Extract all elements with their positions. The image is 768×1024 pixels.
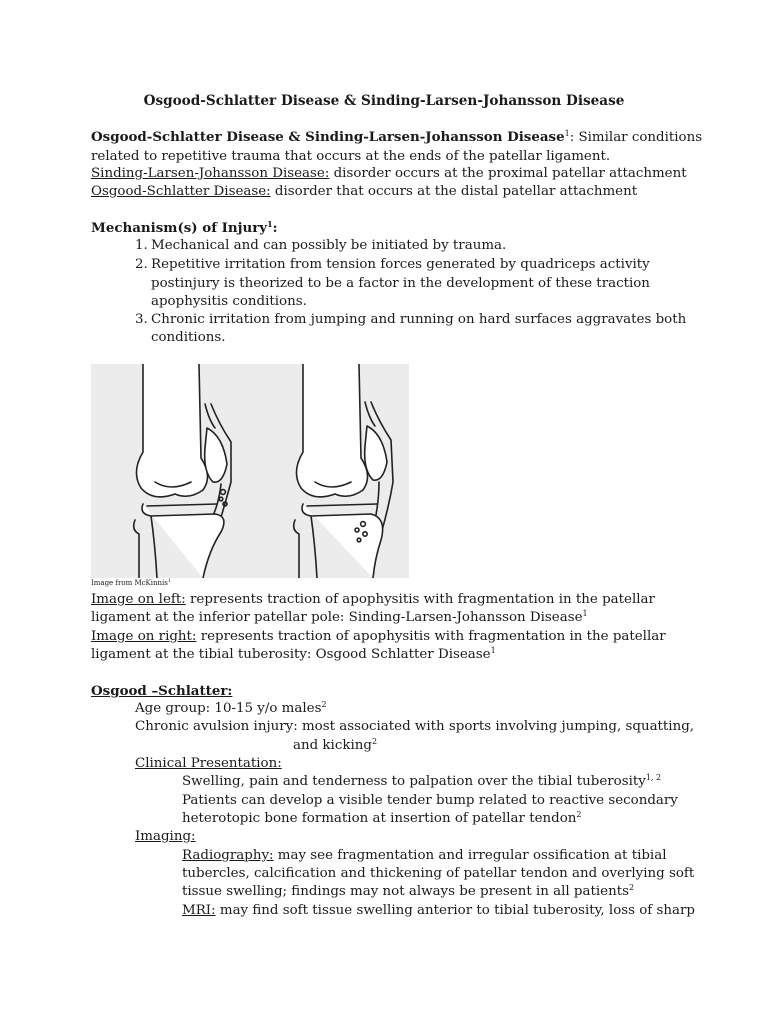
intro-line1-tail: : Similar conditions	[569, 130, 703, 145]
page-title: Osgood-Schlatter Disease & Sinding-Larsen-Johansson Disease	[143, 93, 625, 109]
osgood-heading: Osgood –Schlatter:	[91, 683, 233, 699]
knee-illustration-svg	[91, 364, 409, 578]
caption-left-line-1	[91, 592, 655, 607]
caption-right-label: Image on right:	[91, 629, 197, 644]
clinical-text-3: heterotopic bone formation at insertion of patellar tendon	[182, 811, 577, 826]
intro-heading-ref: 1	[564, 129, 570, 138]
figure-credit-text: Image from McKinnis	[91, 579, 168, 587]
mechanism-item-2-line-3: apophysitis conditions.	[151, 294, 307, 309]
radiography-text-3: tissue swelling; findings may not always be present in all patients	[182, 884, 629, 899]
intro-osd-definition	[91, 184, 637, 199]
osgood-age-text: Age group: 10-15 y/o males	[135, 701, 322, 716]
clinical-ref-1: 1, 2	[645, 773, 662, 782]
mechanism-item-3-num: 3.	[135, 312, 148, 327]
osgood-chronic-ref: 2	[371, 737, 378, 746]
intro-sljd-definition	[91, 166, 687, 181]
mechanism-heading-ref: 1	[267, 219, 273, 229]
mechanism-item-2-num: 2.	[135, 257, 148, 272]
clinical-line-3	[182, 811, 581, 826]
mri-text-1: may find soft tissue swelling anterior to tibial tuberosity, loss of sharp	[215, 903, 695, 918]
osgood-chronic-line-2	[293, 738, 377, 753]
mechanism-item-3-line-2: conditions.	[151, 330, 226, 345]
clinical-presentation-heading: Clinical Presentation:	[135, 756, 282, 771]
mechanism-item-3-line-1: Chronic irritation from jumping and running on hard surfaces aggravates both	[151, 312, 687, 327]
mechanism-item-1-line-1: Mechanical and can possibly be initiated by trauma.	[151, 238, 507, 253]
caption-right-text-2: ligament at the tibial tuberosity: Osgood Schlatter Disease	[91, 647, 491, 662]
caption-left-line-2	[91, 610, 588, 625]
mechanism-heading	[91, 220, 278, 236]
osd-def: disorder that occurs at the distal patellar attachment	[270, 184, 638, 199]
osd-term: Osgood-Schlatter Disease:	[91, 184, 271, 199]
caption-left-text-2: ligament at the inferior patellar pole: Sinding-Larsen-Johansson Disease	[91, 610, 583, 625]
caption-left-label: Image on left:	[91, 592, 186, 607]
figure-credit-ref: 1	[167, 578, 172, 584]
caption-left-ref: 1	[582, 609, 588, 618]
caption-right-line-1	[91, 629, 666, 644]
mri-label: MRI:	[182, 903, 216, 918]
caption-right-text-1: represents traction of apophysitis with fragmentation in the patellar	[196, 629, 666, 644]
radiography-text-1: may see fragmentation and irregular ossification at tibial	[273, 848, 667, 863]
clinical-text-1: Swelling, pain and tenderness to palpation over the tibial tuberosity	[182, 774, 646, 789]
mechanism-heading-text: Mechanism(s) of Injury	[91, 220, 268, 236]
mechanism-item-2-line-2: postinjury is theorized to be a factor in the development of these traction	[151, 276, 650, 291]
osgood-age-ref: 2	[321, 700, 327, 709]
caption-right-line-2	[91, 647, 496, 662]
radiography-line-2: tubercles, calcification and thickening of patellar tendon and overlying soft	[182, 866, 695, 881]
knee-illustration-figure	[91, 364, 409, 578]
right-knee-drawing	[294, 364, 393, 578]
mechanism-item-2-line-1: Repetitive irritation from tension forces generated by quadriceps activity	[151, 257, 650, 272]
clinical-line-2: Patients can develop a visible tender bump related to reactive secondary	[182, 793, 678, 808]
mechanism-heading-colon: :	[272, 220, 278, 236]
radiography-line-3	[182, 884, 634, 899]
mri-line-1	[182, 903, 695, 918]
figure-credit	[91, 579, 171, 587]
osgood-chronic-line-1: Chronic avulsion injury: most associated with sports involving jumping, squatting,	[135, 719, 695, 734]
intro-heading: Osgood-Schlatter Disease & Sinding-Larsen-Johansson Disease	[91, 129, 565, 145]
clinical-line-1	[182, 774, 661, 789]
radiography-line-1	[182, 848, 666, 863]
imaging-heading: Imaging:	[135, 829, 196, 844]
osgood-chronic-text-2: and kicking	[293, 738, 372, 753]
caption-left-text-1: represents traction of apophysitis with fragmentation in the patellar	[185, 592, 655, 607]
radiography-ref: 2	[628, 883, 635, 892]
sljd-def: disorder occurs at the proximal patellar attachment	[329, 166, 687, 181]
intro-line-1	[91, 129, 702, 145]
sljd-term: Sinding-Larsen-Johansson Disease:	[91, 166, 330, 181]
osgood-age	[135, 701, 327, 716]
radiography-label: Radiography:	[182, 848, 274, 863]
left-knee-drawing	[134, 364, 231, 578]
clinical-ref-3: 2	[576, 810, 582, 819]
caption-right-ref: 1	[490, 646, 496, 655]
intro-line-2: related to repetitive trauma that occurs at the ends of the patellar ligament.	[91, 149, 611, 164]
mechanism-item-1-num: 1.	[135, 238, 148, 253]
